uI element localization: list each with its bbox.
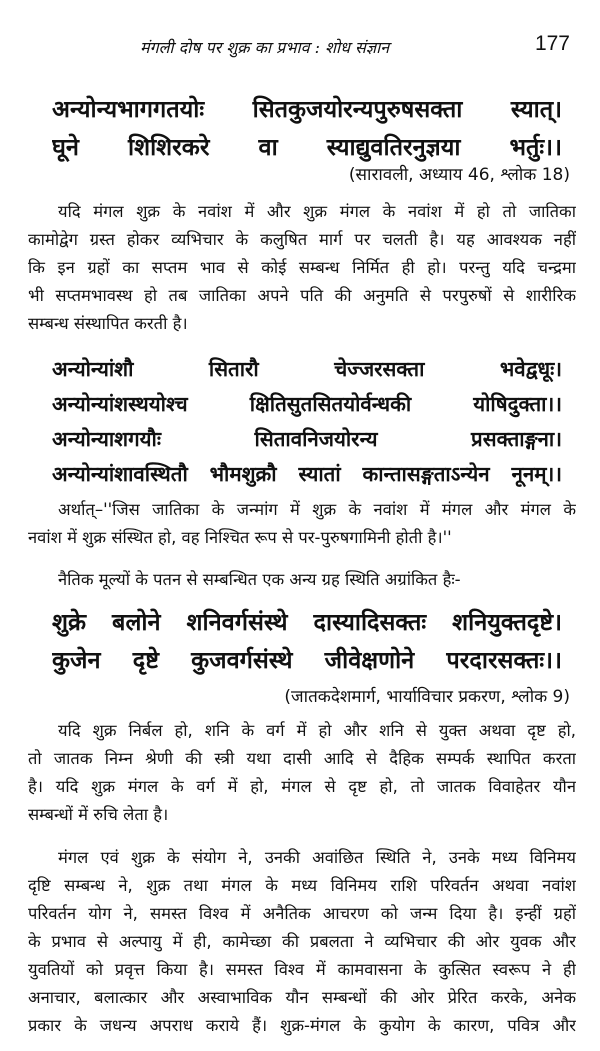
sanskrit-verse-jatakadesamarga [52, 603, 562, 679]
paragraph-meaning [28, 198, 576, 338]
page-header [0, 30, 600, 66]
paragraph-line: परिवर्तन योग ने, समस्त विश्व में अनैतिक आचरण को जन्म दिया है। इन्हीं ग्रहों [28, 904, 576, 923]
paragraph-line: नैतिक मूल्यों के पतन से सम्बन्धित एक अन्य ग्रह स्थिति अग्रांकित हैः- [58, 570, 461, 589]
verse-line: घूने शिशिरकरे वा स्याद्युवतिरनुज्ञया भर्तुः।। [52, 133, 562, 161]
page-number: 177 [534, 32, 570, 55]
paragraph-line: दृष्टि सम्बन्ध ने, शुक्र तथा मंगल के मध्य विनिमय राशि परिवर्तन अथवा नवांश [28, 876, 576, 895]
paragraph-line: युवतियों को प्रवृत्त किया है। समस्त विश्व में कामवासना के कुत्सित स्वरूप ने ही [28, 960, 576, 979]
verse-line: शुक्रे बलोने शनिवर्गसंस्थे दास्यादिसक्तः शनियुक्तदृष्टे। [52, 608, 562, 636]
verse-line: कुजेन दृष्टे कुजवर्गसंस्थे जीवेक्षणोने परदारसक्तः।। [52, 646, 562, 674]
sanskrit-verse-block [52, 352, 562, 492]
paragraph-line: नवांश में शुक्र संस्थित हो, वह निश्चित रूप से पर-पुरुषगामिनी होती है।'' [28, 528, 452, 547]
verse-line: अन्योन्यांशस्थयोश्च क्षितिसुतसितयोर्वन्धकी योषिदुक्ता।। [52, 392, 562, 416]
verse-line: अन्योन्याशगयौः सितावनिजयोरन्य प्रसक्ताङ्गना। [52, 427, 562, 451]
paragraph-line: कामोद्वेग ग्रस्त होकर व्यभिचार के कलुषित मार्ग पर चलती है। यह आवश्यक नहीं [28, 230, 576, 249]
verse-line: अन्योन्यांशावस्थितौ भौमशुक्रौ स्यातां कान्तासङ्गताऽन्येन नूनम्।। [52, 462, 562, 486]
paragraph-line: सम्बन्धों में रुचि लेता है। [28, 805, 169, 824]
paragraph-line: अर्थात्–''जिस जातिका के जन्मांग में शुक्र के नवांश में मंगल और मंगल के [58, 500, 576, 519]
verse-line: अन्योन्यभागगतयोः सितकुजयोरन्यपुरुषसक्ता स्यात्। [52, 95, 562, 123]
paragraph-line: कि इन ग्रहों का सप्तम भाव से कोई सम्बन्ध निर्मित ही हो। परन्तु यदि चन्द्रमा [28, 258, 576, 277]
paragraph-line: के प्रभाव से अल्पायु में ही, कामेच्छा की प्रबलता ने व्यभिचार की ओर युवक और [28, 932, 576, 951]
paragraph-line: भी सप्तमभावस्थ हो तब जातिका अपने पति की अनुमति से परपुरुषों से शारीरिक [28, 286, 576, 305]
sanskrit-verse-saravali [52, 90, 562, 166]
running-title: मंगली दोष पर शुक्र का प्रभाव : शोध संज्ञान [140, 38, 390, 57]
paragraph-line: है। यदि शुक्र मंगल के वर्ग में हो, मंगल से दृष्ट हो, तो जातक विवाहेतर यौन [28, 777, 576, 796]
verse-line: अन्योन्यांशौ सितारौ चेज्जरसक्ता भवेद्वधूः। [52, 357, 562, 381]
paragraph-line: प्रकार के जधन्य अपराध कराये हैं। शुक्र-मंगल के कुयोग के कारण, पवित्र और [28, 1016, 576, 1035]
paragraph-line: तो जातक निम्न श्रेणी की स्त्री यथा दासी आदि से दैहिक सम्पर्क स्थापित करता [28, 749, 576, 768]
verse-source-citation: (जातकदेशमार्ग, भार्याविचार प्रकरण, श्लोक 9) [284, 687, 570, 707]
paragraph-intro [28, 566, 576, 594]
paragraph-line: यदि शुक्र निर्बल हो, शनि के वर्ग में हो और शनि से युक्त अथवा दृष्ट हो, [58, 721, 576, 740]
paragraph-translation [28, 496, 576, 552]
paragraph-mars-venus-combination [28, 844, 576, 1040]
paragraph-line: यदि मंगल शुक्र के नवांश में और शुक्र मंगल के नवांश में हो तो जातिका [58, 202, 576, 221]
paragraph-line: सम्बन्ध संस्थापित करती है। [28, 314, 188, 333]
paragraph-line: मंगल एवं शुक्र के संयोग ने, उनकी अवांछित स्थिति ने, उनके मध्य विनिमय [58, 848, 576, 867]
paragraph-weak-venus [28, 717, 576, 829]
verse-source-citation: (सारावली, अध्याय 46, श्लोक 18) [348, 165, 570, 185]
paragraph-line: अनाचार, बलात्कार और अस्वाभाविक यौन सम्बन्धों की ओर प्रेरित करके, अनेक [28, 988, 576, 1007]
